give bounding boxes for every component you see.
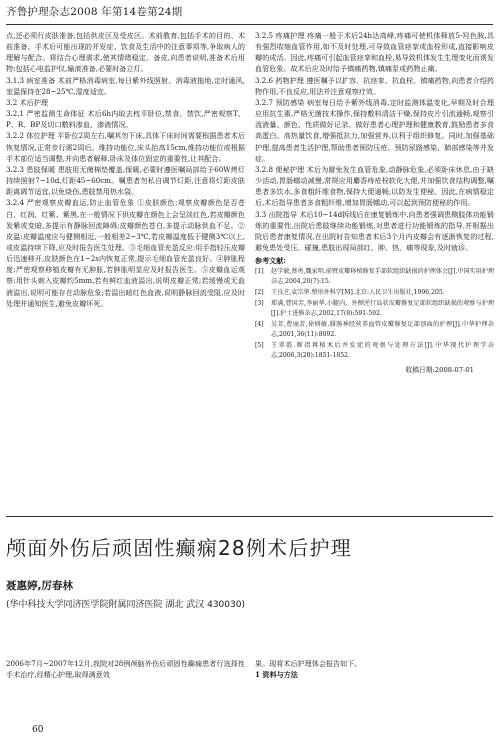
section-divider: [6, 516, 493, 517]
intro-paragraph: 果。现将术后护理体会报告如下。: [255, 659, 362, 668]
article-body-columns: [6, 30, 494, 512]
intro-left-column: [6, 658, 245, 706]
section-heading: 1 资料与方法: [255, 670, 298, 680]
reference-text: 王良芝,袁宗华.整形外科学[M].北京:人民卫生出版社,1996,205.: [271, 289, 445, 297]
reference-text: 郑满,曹国芳,李丽华.小腿内、外侧逆行岛状皮瓣修复足部软组织缺损的观察与护理[J].护士进修杂志,2002,17(8):591-592.: [271, 300, 494, 318]
article-affiliation: (华中科技大学同济医学院附属同济医院 湖北 武汉 430030): [6, 600, 245, 610]
paragraph: 3.1.3 病室准备 术前严格消毒病室,每日紫外线照射、消毒液拖地,定时通风,室温保持在28~25℃,湿度适宜。: [6, 75, 245, 96]
page-number: 60: [32, 725, 44, 735]
reference-item: [255, 299, 494, 319]
reference-text: 吴芳,曹丽芳,徐炳敏.腓肠神经营养血管皮瓣修复足部创面的护理[J].中华护理杂志,2001,36(11):8092.: [271, 321, 494, 339]
reference-number: [4]: [255, 321, 264, 329]
reference-item: [255, 320, 494, 340]
paragraph: 3.2.5 疼痛护理 疼痛一般于术后24h达高峰,疼痛可使机体释放5-羟色胺,具有强烈收缩血管作用,如不及时处理,可导致血管痉挛或血栓形成,直接影响皮瓣的成活。因此,疼痛可引起血管痉挛和血栓,易导致机体发生生理变化而诱发血管危象。故术后应及时给予镇痛药物,镇痛泵或药物止痛。: [255, 31, 494, 74]
paragraph: 3.2.2 体位护理 平卧位2周左右,嘱其勿下床,具体下床时间需要根据患者术后恢复情况,正常步行需2周后。维持功能位,床头抬高15cm,维持功能位或根据手术部位适当调整,并向患者解释,卧床及体位固定的重要性,让其配合。: [6, 131, 245, 163]
reference-number: [1]: [255, 268, 264, 276]
right-column: [255, 30, 494, 512]
reference-number: [3]: [255, 300, 264, 308]
reference-number: [2]: [255, 289, 264, 297]
received-date: 收稿日期:2008-07-01: [405, 366, 474, 375]
article-authors: 聂惠婷,厉春林: [6, 580, 73, 592]
intro-paragraph: 2006年7月~2007年12月,我院对28例颅脑外伤后顽固性癫痫患者行选择性手术治疗,经精心护理,取得满意效: [6, 659, 245, 680]
reference-item: [255, 288, 494, 298]
running-head: 齐鲁护理杂志2008 年第14卷第24期: [6, 4, 493, 25]
reference-text: 赵学敏,蔡勇,魏家明.前臂皮瓣移植修复手部软组织缺损的护理体会[J].中国实用护理杂志,2004,20(7):15.: [271, 268, 494, 286]
paragraph: 3.2.6 药物护理 遵医嘱予以扩容、抗痉挛、抗血栓、镇痛药物,向患者介绍药物作用,不良反应,用法并注意观察疗效。: [255, 75, 494, 96]
intro-right-column: [255, 658, 494, 706]
reference-number: [5]: [255, 342, 264, 350]
references-heading: 参考文献:: [255, 256, 286, 266]
paragraph: 3.3 出院指导 术后10~14d拆线后在康复锻炼中,向患者强调患侧肢体功能锻炼的重要性,出院后患肢继续功能锻炼,对患者进行功能锻炼的指导,并根据出院后患者康复情况,在出院时告知患者术后3个月内皮瓣会有逐渐恢复的过程,避免患处受压、碰撞,患肢出现局部红、肿、热、痛等现象,及时就诊。: [255, 209, 494, 252]
left-column: [6, 30, 245, 512]
article-intro-columns: [6, 658, 494, 706]
reference-text: 王翠霞.断指再植术后并发症的观察与处理方法[J].中华现代护理学杂志,2006,3(20):1851-1852.: [271, 342, 494, 360]
paragraph: 3.2.1 严密监测生命体征 术后6h内取去枕平卧位,禁食、禁饮,严密观察T、P、R、BP及切口敷料渗血、渗液情况。: [6, 109, 245, 130]
paragraph: 点,还必须行皮肤准备,包括供皮区及受皮区。术前教育,包括手术的目的、术前准备、手术后可能出现的并发症、饮食及生活中的注意事项等,争取病人的理解与配合。将结合心理需求,使其情绪稳定。备皮,向患者说明,准备术后用物:包括心电监护仪,输液准备,必要时备立灯。: [6, 31, 245, 74]
paragraph: 3.2.3 患肢保暖 患肢用无菌棉垫覆盖,保暖,必要时遵医嘱局部给予60W烤灯持续照射7~10d,灯距45~60cm。嘱患者勿私自调节灯距,注意将灯距皮肤距离调节适宜,以免烧伤,患肢禁用热水袋。: [6, 164, 245, 197]
paragraph: 3.2.4 严密观察皮瓣血运,防止血管危象 ①皮肤颜色:观察皮瓣颜色是否苍白、红润、红紫、紫黑,在一般情况下供皮瓣在颜色上会呈淡红色,若皮瓣颜色发紫或变暗,多提示有静脉回流障碍;皮瓣颜色苍白,多提示动脉供血不足。②皮温:皮瓣温度应与健侧相近,一般相差2~3℃,若皮瓣温度低于健侧3℃以上,或皮温持续下降,应及时报告医生处理。③毛细血管充盈反应:用手指轻压皮瓣后迅速移开,皮肤颜色在1~2s内恢复正常,提示毛细血管充盈良好。④肿胀程度:严密观察移植皮瓣有无肿胀,若肿胀明显应及时报告医生。⑤皮瓣血运观察:用针头刺入皮瓣约5mm,若有鲜红血液溢出,说明皮瓣正常;若缓慢或无血液溢出,说明可能存在动脉危象;若溢出暗红色血液,说明静脉回流受阻,应及时处理并通知医生,避免皮瓣坏死。: [6, 198, 245, 308]
paragraph: 3.2.7 预防感染 病室每日给予紫外线消毒,定时监测体温变化,早期及时合理应用抗生素,严格无菌技术操作,保持敷料清洁干燥,保持皮片引流通畅,观察引流液量、颜色、性质做好记录。做好患者心理护理和健康教育,鼓励患者多食高蛋白、高热量饮食,增强抵抗力,加强营养,以利于组织修复。同时,加强基础护理,提高患者生活护理,帮助患者预防压疮、预防尿路感染、肺部感染等并发症。: [255, 97, 494, 163]
article-title: 颅面外伤后顽固性癫痫28例术后护理: [6, 536, 352, 560]
paragraph: 3.2.8 便秘护理 术后为避免发生血管危象,动静脉危象,必须卧床休息,由于缺少活动,胃肠蠕动减慢,常规应用麝香痔疮栓软化大便,并加强饮食结构调整,嘱患者多饮水,多食粗纤维食物,保持大便通畅,以防发生便秘。因此,在病情稳定后,术后指导患者多食粗纤维,增加胃肠蠕动,可以起到预防便秘的作用。: [255, 164, 494, 208]
section-heading: 3.2 术后护理: [6, 97, 48, 107]
reference-item: [255, 267, 494, 287]
reference-item: [255, 341, 494, 361]
